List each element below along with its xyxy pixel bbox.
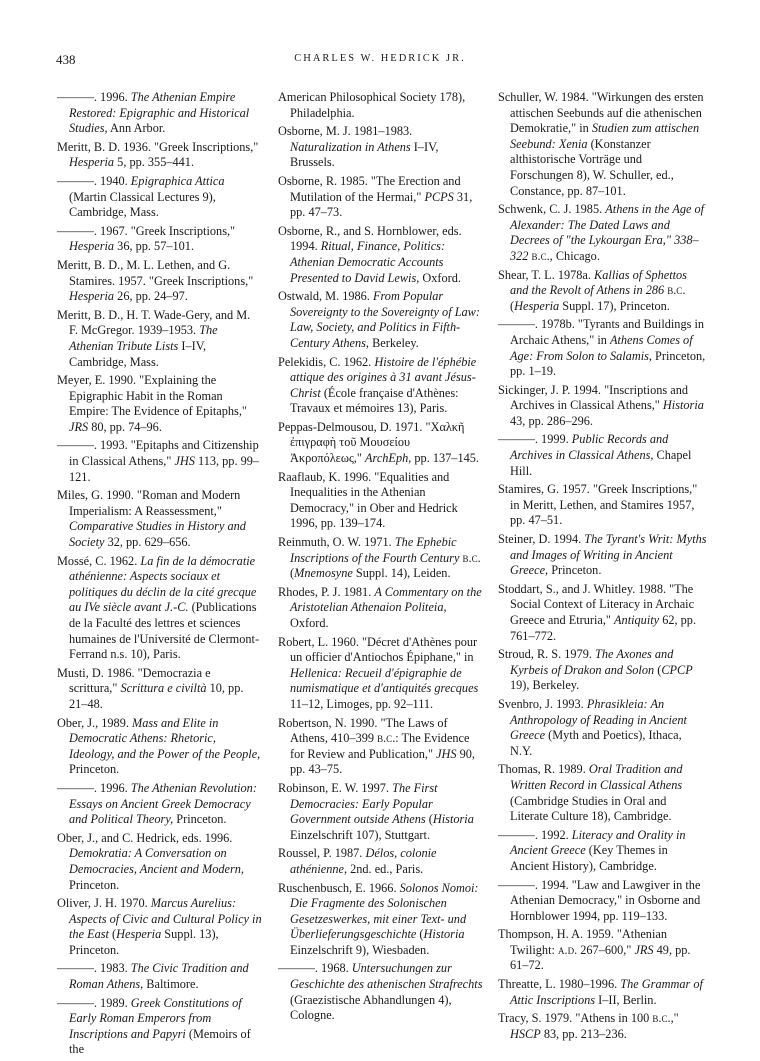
italic-title-run: Historia: [662, 398, 704, 413]
text-run: 36, pp. 57–101.: [114, 239, 195, 254]
bibliography-entry: [278, 224, 483, 286]
bibliography-column-1: [57, 90, 262, 1061]
text-run: ———. 1989.: [57, 995, 131, 1010]
text-run: Meritt, B. D., H. T. Wade-Gery, and M. F. McGregor. 1939–1953.: [57, 307, 251, 338]
text-run: Berkeley.: [369, 335, 419, 350]
italic-title-run: Studien zum attischen Seebund: Xenia: [510, 121, 700, 151]
italic-title-run: Délos, colonie athénienne,: [290, 846, 437, 876]
bibliography-entry: [57, 438, 262, 485]
italic-title-run: Scrittura e civiltà: [120, 681, 207, 696]
bibliography-entry: [278, 174, 483, 221]
page-number: 438: [56, 52, 76, 67]
bibliography-entry: [278, 881, 483, 959]
text-run: Oxford.: [419, 270, 461, 285]
text-run: ———. 1983.: [57, 961, 131, 976]
bibliography-entry: [498, 482, 707, 529]
bibliography-entry: [498, 878, 707, 925]
text-run: Einzelschrift 9), Wiesbaden.: [290, 942, 430, 957]
italic-title-run: Untersuchungen zur Geschichte des athenischen Strafrechts: [290, 961, 483, 992]
bibliography-entry: [498, 647, 707, 694]
text-run: Oxford.: [290, 616, 329, 630]
text-run: Princeton.: [69, 877, 120, 892]
italic-title-run: Oral Tradition and Written Record in Classical Athens: [510, 762, 683, 792]
running-head: CHARLES W. HEDRICK JR.: [294, 53, 466, 64]
text-run: 113, pp. 99–121.: [69, 454, 260, 484]
text-run: Mossé, C. 1962.: [57, 553, 141, 568]
bibliography-entry: [498, 762, 707, 824]
text-run: ———. 1940.: [57, 173, 131, 188]
italic-title-run: Phrasikleia: An Anthropology of Reading in Ancient Greece: [510, 696, 687, 743]
text-run: American Philosophical Society 178), Philadelphia.: [278, 90, 466, 120]
bibliography-entry: [278, 420, 483, 467]
italic-title-run: The Athenian Empire Restored: Epigraphic and Historical Studies,: [69, 90, 250, 136]
text-run: 62, pp. 761–772.: [510, 613, 697, 643]
bibliography-entry: [498, 90, 707, 199]
text-run: 31, pp. 47–73.: [290, 189, 473, 220]
text-run: Princeton, pp. 1–19.: [510, 348, 706, 379]
bibliography-entry: [278, 355, 483, 417]
italic-title-run: Hellenica: Recueil d'épigraphie de numismatique et d'antiquités grecques: [290, 665, 479, 696]
bibliography-entry: [278, 716, 483, 778]
text-run: 43, pp. 286–296.: [510, 413, 594, 428]
text-run: Rhodes, P. J. 1981.: [278, 584, 375, 599]
text-run: (Key Themes in Ancient History), Cambridge.: [510, 843, 668, 873]
text-run: (: [425, 812, 433, 827]
text-run: Osborne, R., and S. Hornblower, eds. 1994.: [278, 223, 462, 254]
text-run: Oliver, J. H. 1970.: [57, 896, 151, 911]
text-run: : The Evidence for Review and Publication,": [290, 731, 470, 761]
text-run: Robert, L. 1960. "Décret d'Athènes pour un officier d'Antiochos Épiphane," in: [278, 634, 478, 665]
text-run: ,": [670, 1011, 679, 1026]
italic-title-run: Demokratia: A Conversation on Democracies, Ancient and Modern,: [69, 846, 244, 876]
italic-title-run: JHS: [174, 454, 195, 469]
bibliography-entry: [57, 716, 262, 778]
text-run: a.d.: [558, 942, 578, 957]
text-run: Osborne, M. J. 1981–1983.: [278, 124, 413, 139]
text-run: Schuller, W. 1984. "Wirkungen des ersten attischen Seebunds auf die athenischen Demokratie," in: [498, 90, 704, 136]
text-run: b.c.: [667, 283, 686, 298]
bibliography-entry: [498, 532, 707, 579]
bibliography-entry: [278, 961, 483, 1023]
text-run: 90, pp. 43–75.: [290, 746, 476, 777]
bibliography-entry: [498, 927, 707, 974]
text-run: Ruschenbusch, E. 1966.: [278, 880, 400, 895]
italic-title-run: Historia: [432, 812, 474, 827]
text-run: I–IV, Cambridge, Mass.: [69, 338, 207, 369]
bibliography-column-2: [278, 90, 483, 1027]
text-run: Stamires, G. 1957. "Greek Inscriptions," in Meritt, Lethen, and Stamires 1957, pp. 47–51.: [498, 482, 698, 528]
italic-title-run: Histoire de l'éphébie attique des origines à 31 avant Jésus-Christ: [290, 354, 477, 400]
italic-title-run: The Axones and Kyrbeis of Drakon and Solon: [510, 647, 674, 677]
italic-title-run: Hesperia: [69, 239, 115, 254]
text-run: I–IV, Brussels.: [290, 139, 439, 170]
text-run: Meyer, E. 1990. "Explaining the Epigraphic Habit in the Roman Empire: The Evidence of Epitaphs,": [57, 373, 247, 419]
text-run: Ober, J., 1989.: [57, 715, 132, 730]
text-run: 10, pp. 21–48.: [69, 681, 244, 711]
text-run: (Konstanzer althistorische Vorträge und Forschungen 8), W. Schuller, ed., Constance, pp. 87–101.: [510, 136, 674, 198]
text-run: ———. 1978b. "Tyrants and Buildings in Archaic Athens," in: [498, 317, 705, 347]
italic-title-run: The Civic Tradition and Roman Athens,: [69, 961, 249, 992]
text-run: Meritt, B. D., M. L. Lethen, and G. Stamires. 1957. "Greek Inscriptions,": [57, 257, 254, 288]
text-run: pp. 137–145.: [411, 451, 479, 466]
text-run: 5, pp. 355–441.: [114, 155, 195, 170]
bibliography-entry: [57, 961, 262, 992]
text-run: Ann Arbor.: [107, 121, 166, 136]
bibliography-entry: [498, 383, 707, 430]
bibliography-entry: [278, 289, 483, 351]
text-run: 80, pp. 74–96.: [88, 419, 162, 434]
text-run: I–II, Berlin.: [595, 992, 657, 1007]
text-run: Ober, J., and C. Hedrick, eds. 1996.: [57, 830, 233, 845]
text-run: ———. 1994. "Law and Lawgiver in the Athenian Democracy," in Osborne and Hornblower 1994, pp. 119–133.: [498, 877, 701, 923]
italic-title-run: Comparative Studies in History and Society: [69, 519, 246, 550]
italic-title-run: JHS: [436, 746, 457, 761]
text-run: Osborne, R. 1985. "The Erection and Mutilation of the Hermai,": [278, 173, 461, 204]
text-run: (: [416, 927, 424, 942]
text-run: Chapel Hill.: [510, 448, 692, 478]
italic-title-run: Mass and Elite in Democratic Athens: Rhetoric, Ideology, and the Power of the People,: [69, 715, 261, 761]
text-run: 83, pp. 213–236.: [540, 1026, 627, 1041]
text-run: ———. 1968.: [278, 961, 352, 976]
italic-title-run: The Tyrant's Writ: Myths and Images of Writing in Ancient Greece,: [510, 532, 707, 578]
bibliography-entry: [57, 666, 262, 713]
bibliography-entry: [57, 554, 262, 663]
italic-title-run: Epigraphica Attica: [130, 173, 225, 188]
italic-title-run: A Commentary on the Aristotelian Athenaion Politeia,: [290, 584, 482, 615]
text-run: Svenbro, J. 1993.: [498, 696, 587, 711]
text-run: Einzelschrift 107), Stuttgart.: [290, 827, 431, 842]
bibliography-entry: [498, 1011, 707, 1042]
italic-title-run: ArchEph,: [364, 451, 412, 466]
bibliography-entry: [498, 828, 707, 875]
italic-title-run: PCPS: [424, 189, 454, 204]
text-run: Threatte, L. 1980–1996.: [498, 977, 621, 992]
text-run: Princeton.: [69, 762, 120, 777]
bibliography-entry: [498, 977, 707, 1008]
italic-title-run: The Grammar of Attic Inscriptions: [510, 977, 703, 1007]
italic-title-run: The Athenian Revolution: Essays on Ancient Greek Democracy and Political Theory,: [69, 780, 257, 827]
bibliography-entry: [498, 582, 707, 644]
text-run: 2nd. ed., Paris.: [347, 861, 424, 876]
bibliography-entry: [278, 470, 483, 532]
italic-title-run: HSCP: [510, 1026, 541, 1041]
text-run: (: [510, 298, 515, 313]
text-run: Tracy, S. 1979. "Athens in 100: [498, 1011, 653, 1026]
text-run: b.c.: [462, 550, 481, 565]
text-run: Pelekidis, C. 1962.: [278, 354, 375, 369]
text-run: ———. 1992.: [498, 827, 572, 842]
bibliography-entry: [498, 202, 707, 264]
italic-title-run: Greek Constitutions of Early Roman Emperors from Inscriptions and Papyri: [69, 995, 242, 1041]
text-run: Ostwald, M. 1986.: [278, 289, 373, 304]
text-run: Steiner, D. 1994.: [498, 532, 585, 547]
text-run: 11–12, Limoges, pp. 92–111.: [290, 696, 434, 711]
text-run: Meritt, B. D. 1936. "Greek Inscriptions,": [57, 139, 259, 154]
text-run: Robinson, E. W. 1997.: [278, 780, 393, 795]
bibliography-entry: [57, 373, 262, 435]
text-run: ———. 1996.: [57, 90, 131, 104]
bibliography-entry: [498, 432, 707, 479]
text-run: Suppl. 13), Princeton.: [69, 927, 219, 957]
text-run: (Graezistische Abhandlungen 4), Cologne.: [290, 992, 452, 1023]
text-run: ———. 1967. "Greek Inscriptions,": [57, 223, 236, 238]
bibliography-entry: [57, 781, 262, 828]
text-run: ———. 1999.: [498, 432, 572, 447]
bibliography-entry: [498, 697, 707, 759]
bibliography-entry: [498, 268, 707, 315]
italic-title-run: CPCP: [661, 662, 693, 677]
text-run: 32, pp. 629–656.: [104, 535, 191, 550]
bibliography-entry: [278, 90, 483, 121]
text-run: (: [654, 662, 662, 677]
text-run: (Martin Classical Lectures 9), Cambridge, Mass.: [69, 189, 216, 220]
italic-title-run: Hesperia: [116, 927, 162, 942]
bibliography-entry: [498, 317, 707, 379]
italic-title-run: Kallias of Sphettos and the Revolt of Athens in 286: [510, 267, 687, 298]
italic-title-run: Literacy and Orality in Ancient Greece: [510, 827, 686, 858]
text-run: Princeton.: [173, 812, 227, 827]
bibliography-entry: [278, 535, 483, 582]
italic-title-run: Mnemosyne: [294, 566, 353, 581]
text-run: Musti, D. 1986. "Democrazia e scrittura,": [57, 665, 211, 696]
text-run: Raaflaub, K. 1996. "Equalities and Inequalities in the Athenian Democracy," in Ober and Hedrick 1996, pp. 139–174.: [278, 469, 458, 531]
italic-title-run: Hesperia: [514, 298, 560, 313]
bibliography-entry: [57, 308, 262, 370]
text-run: Baltimore.: [143, 977, 199, 992]
text-run: Miles, G. 1990. "Roman and Modern Imperialism: A Reassessment,": [57, 488, 241, 518]
text-run: Roussel, P. 1987.: [278, 846, 366, 861]
text-run: Suppl. 17), Princeton.: [559, 298, 670, 313]
text-run: 267–600,": [577, 942, 635, 957]
bibliography-entry: [57, 140, 262, 171]
italic-title-run: Solonos Nomoi: Die Fragmente des Solonischen Gesetzeswerkes, mit einer Text- und Überlieferungsgeschichte: [290, 880, 479, 942]
bibliography-entry: [57, 174, 262, 221]
italic-title-run: Athens Comes of Age: From Solon to Salamis,: [510, 332, 693, 363]
text-run: (Myth and Poetics), Ithaca, N.Y.: [510, 728, 682, 758]
text-run: ———. 1993. "Epitaphs and Citizenship in Classical Athens,": [57, 438, 259, 469]
text-run: 26, pp. 24–97.: [114, 289, 188, 304]
text-run: (Cambridge Studies in Oral and Literate Culture 18), Cambridge.: [510, 793, 672, 824]
italic-title-run: The Ephebic Inscriptions of the Fourth Century: [290, 535, 460, 565]
italic-title-run: Hesperia: [69, 155, 115, 170]
italic-title-run: Hesperia: [69, 289, 115, 304]
italic-title-run: Marcus Aurelius: Aspects of Civic and Cultural Policy in the East: [69, 896, 262, 942]
bibliography-entry: [278, 846, 483, 877]
bibliography-entry: [57, 90, 262, 137]
text-run: Reinmuth, O. W. 1971.: [278, 535, 395, 550]
text-run: Robertson, N. 1990. "The Laws of Athens, 410–399: [278, 715, 448, 746]
text-run: (Publications de la Faculté des lettres et sciences humaines de l'Université de Clermont-Ferrand n.s. 10), Paris.: [69, 600, 260, 662]
text-run: (: [290, 566, 295, 581]
text-run: Thompson, H. A. 1959. "Athenian Twilight:: [498, 927, 667, 957]
bibliography-entry: [57, 996, 262, 1058]
text-run: b.c.: [652, 1011, 671, 1026]
bibliography-column-3: [498, 90, 707, 1045]
text-run: Thomas, R. 1989.: [498, 762, 589, 777]
bibliography-entry: [57, 896, 262, 958]
text-run: Sickinger, J. P. 1994. "Inscriptions and Archives in Classical Athens,": [498, 382, 688, 413]
text-run: b.c.: [377, 731, 396, 746]
bibliography-entry: [57, 224, 262, 255]
text-run: (École française d'Athènes: Travaux et mémoires 13), Paris.: [290, 385, 459, 416]
text-run: Princeton.: [548, 563, 602, 578]
text-run: Stroud, R. S. 1979.: [498, 647, 596, 662]
bibliography-entry: [57, 831, 262, 893]
italic-title-run: JRS: [69, 419, 89, 434]
text-run: Suppl. 14), Leiden.: [352, 566, 451, 581]
bibliography-entry: [57, 488, 262, 550]
text-run: Chicago.: [552, 248, 600, 263]
text-run: b.c.,: [531, 248, 553, 263]
bibliography-entry: [278, 781, 483, 843]
italic-title-run: Athens in the Age of Alexander: The Dated Laws and Decrees of "the Lykourgan Era," 338–322: [510, 202, 705, 263]
bibliography-entry: [278, 124, 483, 171]
italic-title-run: The Athenian Tribute Lists: [69, 323, 218, 353]
text-run: Shear, T. L. 1978a.: [498, 267, 595, 282]
bibliography-entry: [278, 585, 483, 632]
italic-title-run: Public Records and Archives in Classical Athens,: [510, 432, 669, 463]
bibliography-entry: [278, 635, 483, 713]
text-run: ———. 1996.: [57, 780, 131, 795]
bibliography-entry: [57, 258, 262, 305]
italic-title-run: Historia: [423, 927, 465, 942]
italic-title-run: JRS: [634, 942, 654, 957]
text-run: 49, pp. 61–72.: [510, 942, 691, 973]
italic-title-run: La fin de la démocratie athénienne: Aspects sociaux et politiques du déclin de la cité grecque au IVe siècle avant J.-C.: [69, 553, 257, 615]
italic-title-run: Ritual, Finance, Politics: Athenian Democratic Accounts Presented to David Lewis,: [290, 239, 446, 285]
text-run: (: [108, 927, 117, 942]
text-run: Schwenk, C. J. 1985.: [498, 202, 606, 217]
italic-title-run: Naturalization in Athens: [290, 139, 411, 154]
text-run: (Memoirs of the: [69, 1026, 251, 1057]
italic-title-run: From Popular Sovereignty to the Sovereignty of Law: Law, Society, and Politics in Fifth-Century Athens,: [290, 289, 480, 350]
text-run: Stoddart, S., and J. Whitley. 1988. "The Social Context of Literacy in Archaic Greece and Etruria,": [498, 581, 695, 627]
italic-title-run: The First Democracies: Early Popular Government outside Athens: [290, 780, 438, 827]
text-run: 19), Berkeley.: [510, 678, 580, 693]
text-run: Peppas-Delmousou, D. 1971. "Χαλκῆ ἐπιγραφὴ τοῦ Μουσείου Ἀκροπόλεως,": [278, 419, 465, 466]
italic-title-run: Antiquity: [614, 613, 660, 627]
